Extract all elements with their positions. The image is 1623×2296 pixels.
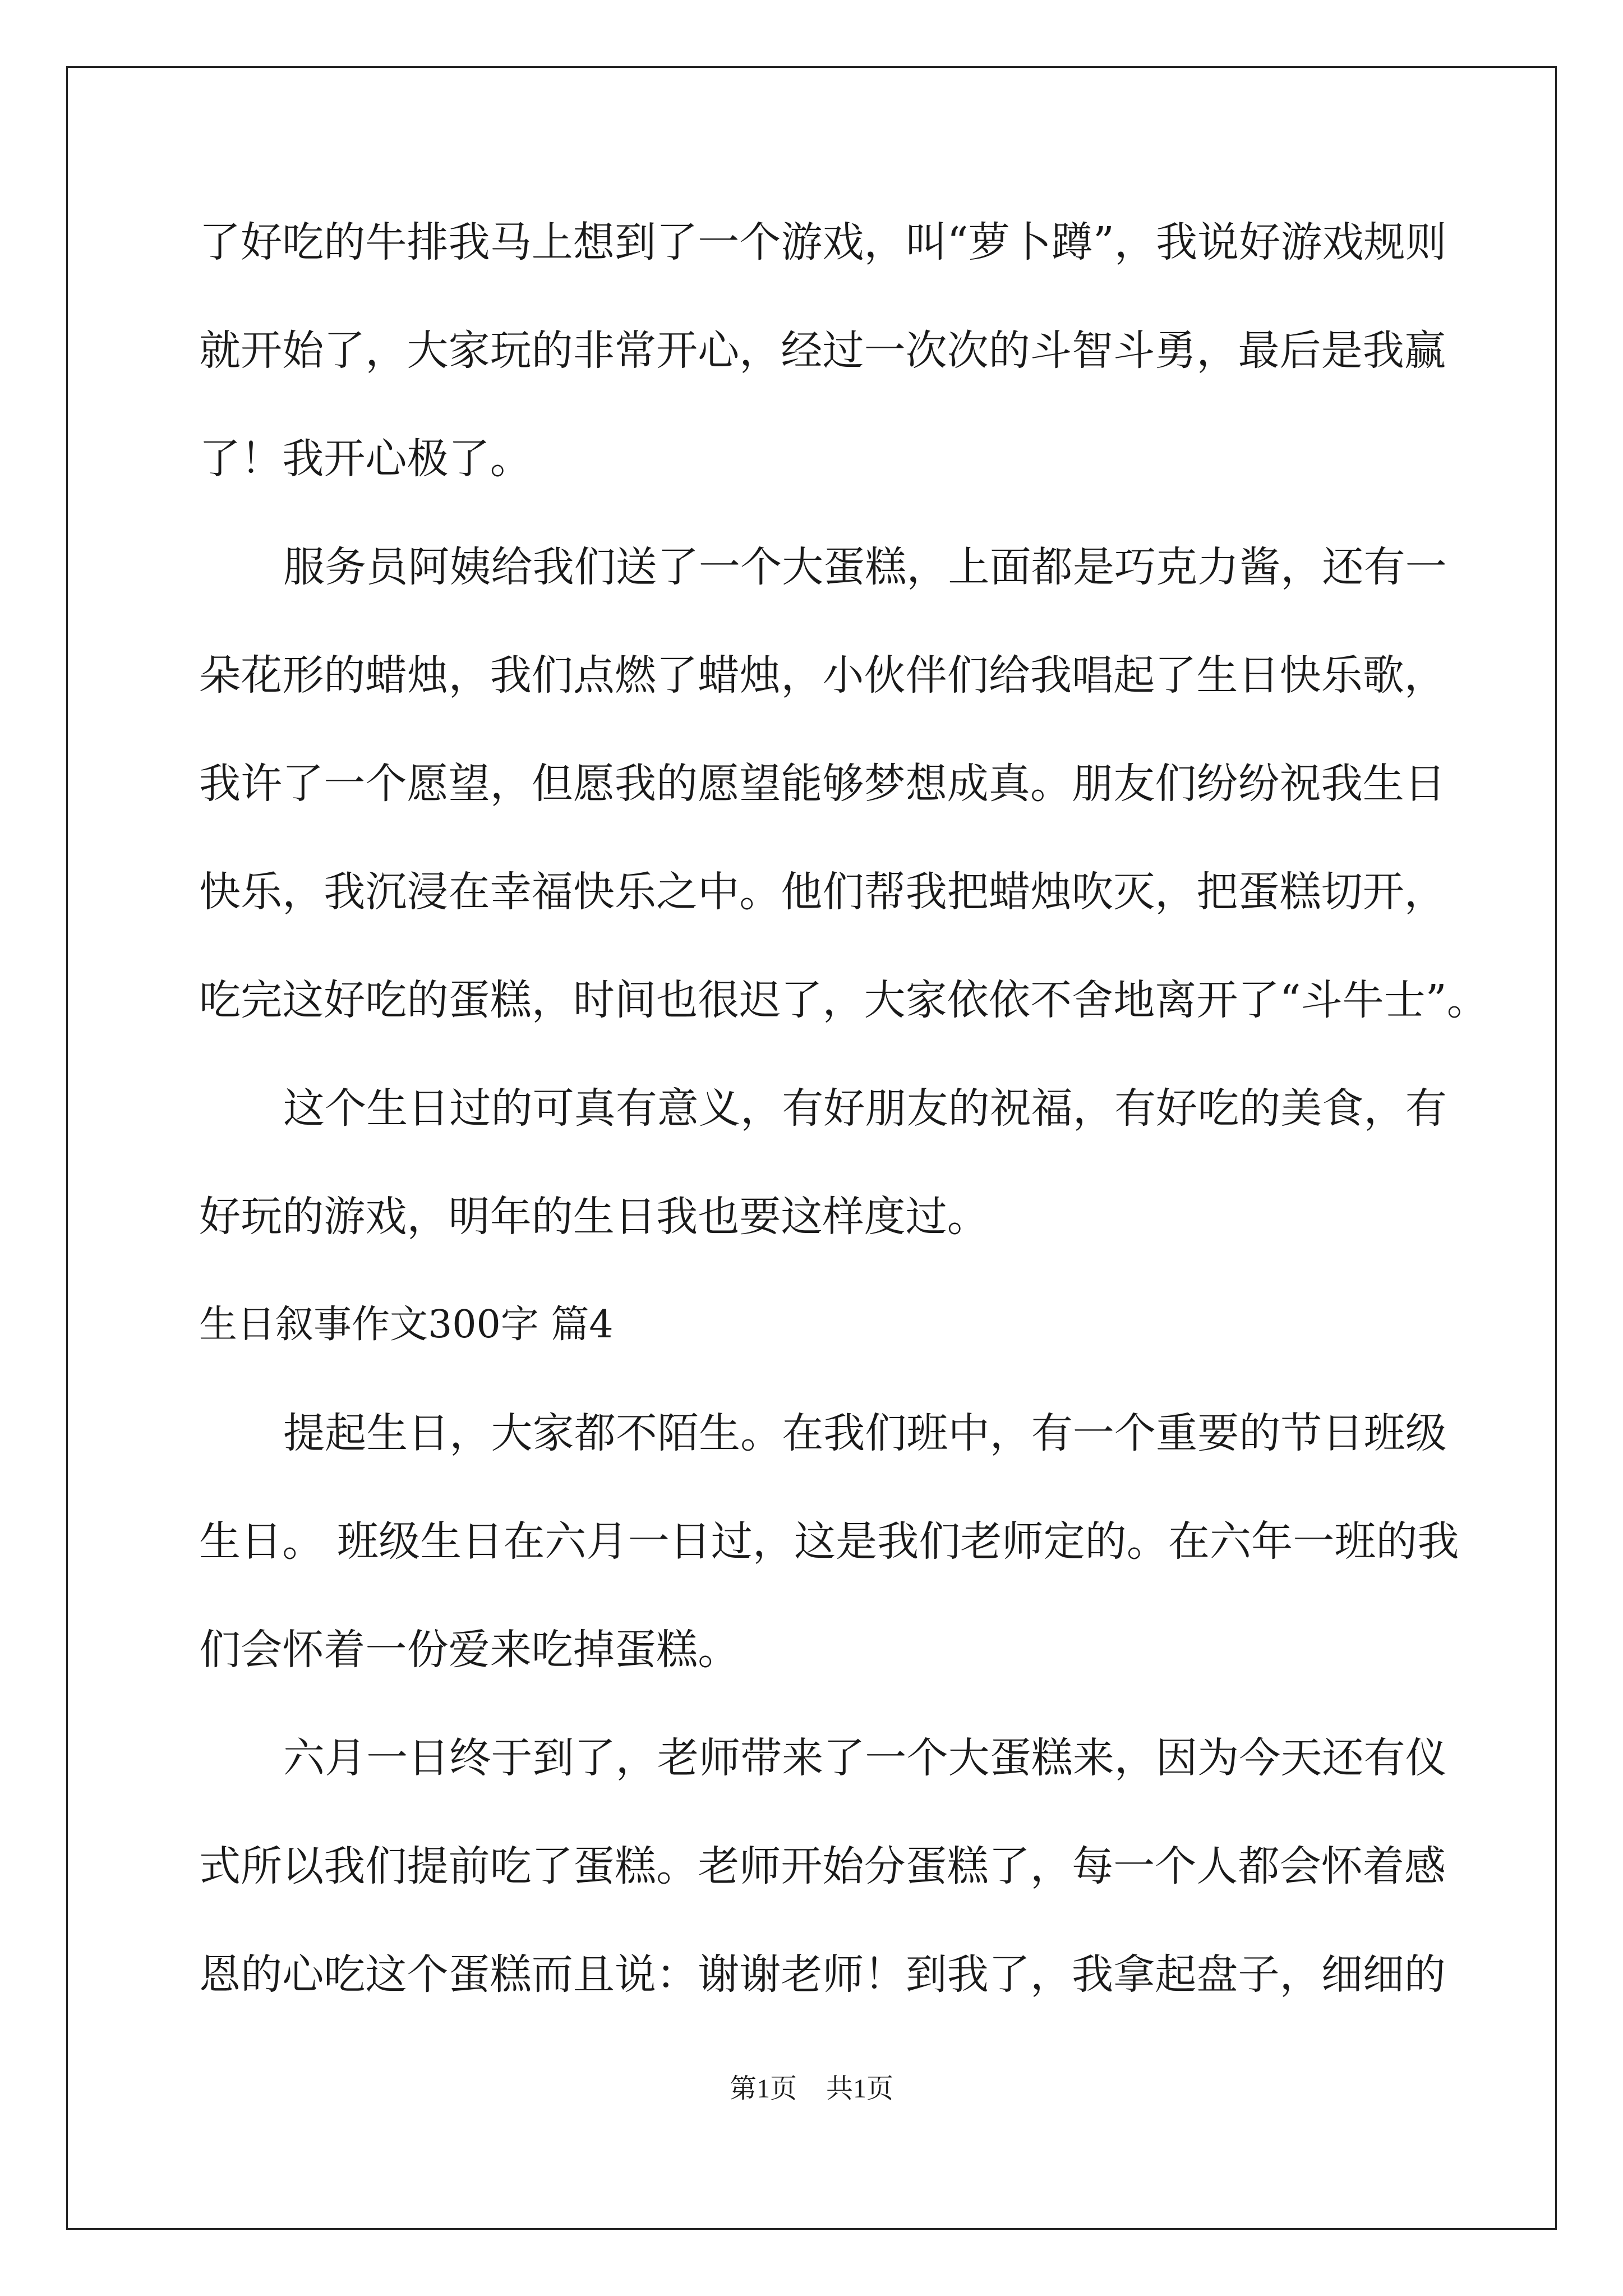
document-body [199, 218, 1488, 2062]
text-line: 了好吃的牛排我马上想到了一个游戏，叫“萝卜蹲”，我说好游戏规则 [199, 218, 1447, 266]
page-number: 第1页 [729, 2074, 797, 2104]
text-line: 恩的心吃这个蛋糕而且说：谢谢老师！到我了，我拿起盘子，细细的 [199, 1950, 1446, 1999]
page-footer [0, 2076, 1623, 2102]
paragraph-start-line: 提起生日，大家都不陌生。在我们班中，有一个重要的节日班级 [283, 1409, 1447, 1457]
text-line: 就开始了，大家玩的非常开心，经过一次次的斗智斗勇，最后是我赢 [199, 326, 1446, 375]
text-line: 式所以我们提前吃了蛋糕。老师开始分蛋糕了，每一个人都会怀着感 [199, 1842, 1446, 1890]
text-line: 吃完这好吃的蛋糕，时间也很迟了，大家依依不舍地离开了“斗牛士”。 [199, 976, 1488, 1024]
text-line: 们会怀着一份爱来吃掉蛋糕。 [199, 1626, 740, 1674]
text-line: 快乐，我沉浸在幸福快乐之中。他们帮我把蜡烛吹灭，把蛋糕切开， [199, 868, 1446, 916]
paragraph-start-line: 这个生日过的可真有意义，有好朋友的祝福，有好吃的美食，有 [283, 1084, 1447, 1133]
text-line: 生日。 班级生日在六月一日过，这是我们老师定的。在六年一班的我 [199, 1517, 1459, 1566]
text-line: 了！我开心极了。 [199, 435, 532, 483]
text-line: 好玩的游戏，明年的生日我也要这样度过。 [199, 1193, 989, 1241]
text-line: 我许了一个愿望，但愿我的愿望能够梦想成真。朋友们纷纷祝我生日 [199, 760, 1446, 808]
page-total: 共1页 [826, 2074, 894, 2104]
paragraph-start-line: 六月一日终于到了，老师带来了一个大蛋糕来，因为今天还有仪 [283, 1734, 1447, 1782]
paragraph-start-line: 服务员阿姨给我们送了一个大蛋糕，上面都是巧克力酱，还有一 [283, 543, 1447, 591]
section-heading: 生日叙事作文300字 篇4 [199, 1303, 614, 1347]
text-line: 朵花形的蜡烛，我们点燃了蜡烛，小伙伴们给我唱起了生日快乐歌， [199, 651, 1446, 700]
